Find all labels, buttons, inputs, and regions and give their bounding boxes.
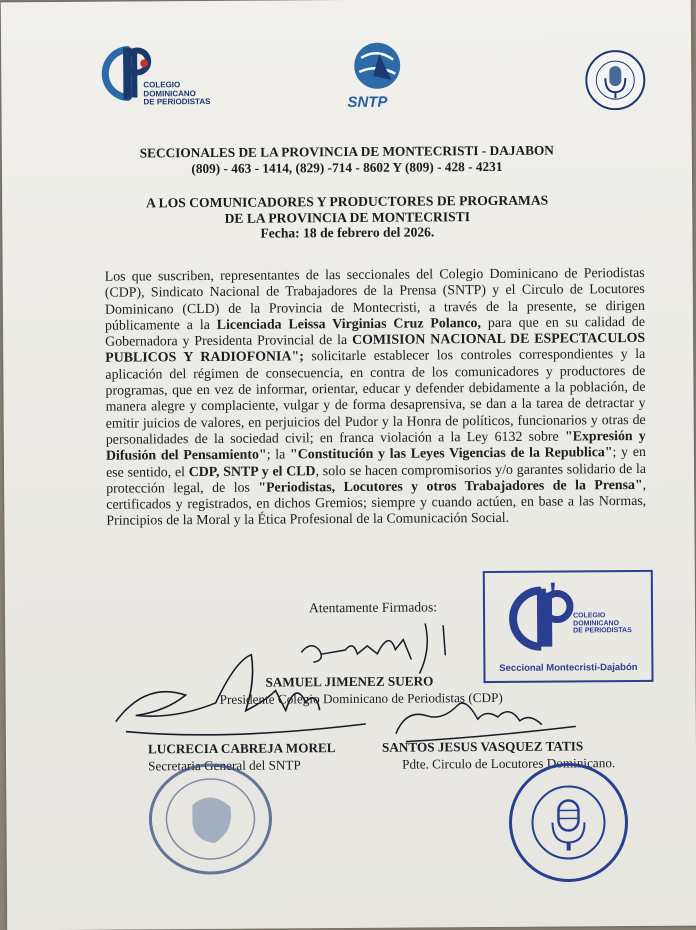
header-addressee-2: DE LA PROVINCIA DE MONTECRISTI (2, 207, 692, 227)
body-bold-workers: "Periodistas, Locutores y otros Trabajadores de la Prensa" (258, 478, 642, 496)
sntp-globe-icon (341, 40, 411, 96)
cdp-logo (89, 39, 229, 112)
body-text-5: ; y en ese sentido, el (106, 445, 646, 480)
stamp-cdp-line2: DOMINICANO (573, 620, 632, 628)
body-bold-addressee: Licenciada Leissa Virginias Cruz Polanco, (217, 316, 481, 333)
signatory-3-name: SANTOS JESUS VASQUEZ TATIS (382, 738, 583, 754)
header-addressee-1: A LOS COMUNICADORES Y PRODUCTORES DE PROGRAMAS (2, 192, 692, 212)
sntp-logo (341, 40, 412, 116)
locutores-round-stamp (506, 760, 631, 885)
stamp-cdp-line1: COLEGIO (573, 612, 632, 620)
header-date: Fecha: 18 de febrero del 2026. (2, 223, 692, 243)
body-text-1: Los que suscriben, representantes de las seccionales del Colegio Dominicano de Periodistas (CDP), Sindicato Nacional de Trabajadores de la Prensa (SNTP) y el Circulo de Locutores Dominicano (CLD) de la Provincia de Montecristi, a través de la presente, se dirigen públicamente a la (105, 266, 645, 334)
letter-body (105, 266, 647, 531)
locutores-logo (583, 48, 647, 112)
cdp-logo-line2: DOMINICANO (143, 89, 210, 98)
cdp-logo-line1: COLEGIO (143, 81, 210, 90)
locutores-stamp-microphone-icon (506, 760, 631, 885)
header-phones: (809) - 463 - 1414, (829) -714 - 8602 Y (809) - 428 - 4231 (2, 157, 692, 177)
document-page (1, 0, 696, 930)
body-text-6: , solo se hacen compromisorios y/o garantes solidario de la protección legal, de los (106, 461, 646, 496)
signatory-2-name: LUCRECIA CABREJA MOREL (148, 740, 336, 756)
signatory-1-title: Presidente Colegio Dominicano de Periodistas (CDP) (220, 690, 503, 708)
sntp-round-stamp (144, 758, 285, 879)
body-text-3: solicitarle establecer los controles correspondientes y la aplicación del régimen de consecuencia, en contra de los comunicadores y productores de programas, que en vez de informar, orientar, educar y defender debidamente a la población, de manera alegre y complaciente, vulgar y de forma desaprensiva, se dan a la tarea de detractar y emitir juicios de valores, en perjuicios del Pudor y la Honra de políticos, funcionarios y otras de personalidades de la sociedad civil; en franca violación a la Ley 6132 sobre (105, 347, 645, 447)
signatory-3-title: Pdte. Circulo de Locutores Dominicano. (402, 755, 615, 772)
body-text-7: , certificados y registrados, en dichos Gremios; siempre y cuando actúen, en base a las Normas, Principios de la Moral y la Ética Profesional de la Comunicación Social. (106, 478, 646, 529)
body-text-4: ; la (267, 448, 290, 463)
locutores-microphone-icon (583, 48, 647, 112)
body-text-2: para que en su calidad de Gobernadora y Presidenta Provincial de la (105, 315, 645, 350)
signatory-2-title: Secretaria General del SNTP (148, 757, 301, 774)
stamp-cdp-seccional: Seccional Montecristi-Dajabón (489, 662, 647, 674)
stamp-cdp-line3: DE PERIODISTAS (573, 627, 632, 635)
body-bold-constitution: "Constitución y las Leyes Vigencias de la Republica" (290, 445, 613, 462)
body-bold-commission: COMISION NACIONAL DE ESPECTACULOS PUBLICOS Y RADIOFONIA"; (105, 331, 645, 366)
body-bold-organizations: CDP, SNTP y el CLD (189, 464, 316, 480)
sntp-label: SNTP (347, 94, 387, 111)
header-seccionales: SECCIONALES DE LA PROVINCIA DE MONTECRISTI - DAJABON (2, 142, 692, 162)
cdp-logo-line3: DE PERIODISTAS (143, 98, 210, 107)
body-bold-law: "Expresión y Difusión del Pensamiento" (106, 429, 646, 464)
signatory-1-name: SAMUEL JIMENEZ SUERO (265, 673, 433, 689)
closing-text: Atentamente Firmados: (309, 599, 437, 616)
